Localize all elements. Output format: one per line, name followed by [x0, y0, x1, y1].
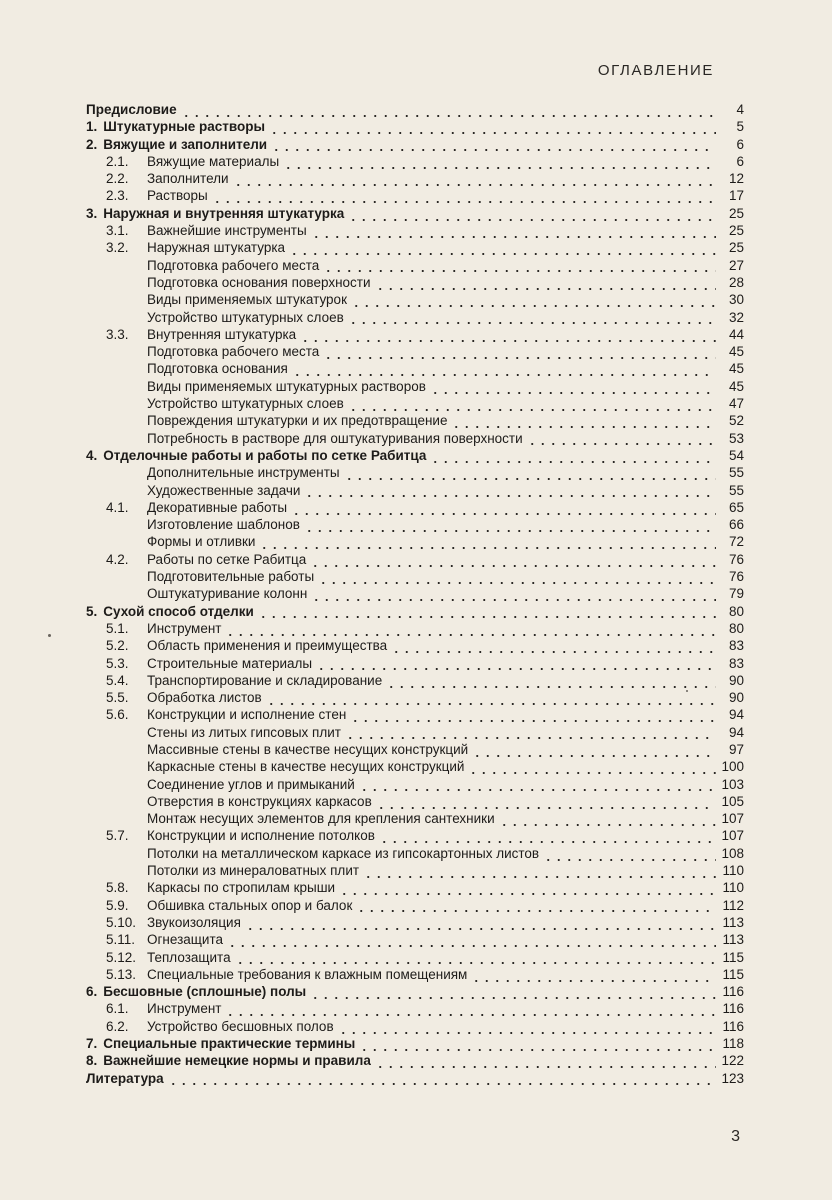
toc-entry-number: 3.3. [106, 326, 129, 342]
toc-entry-page: 72 [728, 534, 744, 550]
toc-entry-page: 112 [722, 897, 744, 913]
toc-entry-page: 5 [736, 119, 744, 135]
toc-entry-title: Подготовка рабочего места [147, 344, 320, 360]
dot-leader [351, 304, 716, 309]
dot-leader [318, 580, 716, 585]
dot-leader [339, 892, 716, 897]
toc-entry-number: 5.8. [106, 880, 129, 896]
toc-entry [86, 257, 744, 274]
dot-leader [323, 269, 716, 274]
toc-entry [86, 655, 744, 672]
toc-entry-page: 28 [728, 274, 744, 290]
toc-entry-page: 115 [722, 966, 744, 982]
dot-leader [227, 944, 716, 949]
toc-entry-page: 105 [721, 793, 744, 809]
toc-entry-title: Обшивка стальных опор и балок [147, 897, 353, 913]
dot-leader [338, 1030, 716, 1035]
toc-entry-page: 47 [728, 396, 744, 412]
toc-entry [86, 758, 744, 775]
dot-leader [527, 442, 716, 447]
toc-entry [86, 499, 744, 516]
toc-entry [86, 239, 744, 256]
paper-speck [48, 634, 51, 637]
toc-entry-title: Сухой способ отделки [103, 603, 254, 619]
toc-entry-page: 76 [728, 569, 744, 585]
toc-entry-number: 2.2. [106, 171, 129, 187]
toc-entry [86, 620, 744, 637]
toc-entry [86, 862, 744, 879]
toc-entry-title: Формы и отливки [147, 534, 256, 550]
dot-leader [348, 217, 716, 222]
dot-leader [271, 148, 716, 153]
toc-entry-title: Устройство штукатурных слоев [147, 396, 344, 412]
toc-entry [86, 551, 744, 568]
toc-entry [86, 949, 744, 966]
toc-entry-title: Монтаж несущих элементов для крепления сантехники [147, 811, 495, 827]
toc-entry-title: Потолки на металлическом каркасе из гипсокартонных листов [147, 845, 540, 861]
dot-leader [350, 719, 716, 724]
toc-entry-page: 122 [721, 1053, 744, 1069]
toc-entry-title: Повреждения штукатурки и их предотвращение [147, 413, 448, 429]
toc-entry-title: Подготовка основания [147, 361, 288, 377]
toc-entry [86, 568, 744, 585]
dot-leader [258, 615, 716, 620]
dot-leader [359, 1047, 716, 1052]
toc-entry [86, 222, 744, 239]
toc-entry-number: 5.2. [106, 638, 129, 654]
toc-entry-number: 2.3. [106, 188, 129, 204]
toc-entry [86, 672, 744, 689]
toc-entry [86, 101, 744, 118]
toc-entry [86, 689, 744, 706]
toc-entry-number: 4. [86, 447, 98, 463]
toc-entry-title: Важнейшие немецкие нормы и правила [103, 1053, 371, 1069]
toc-entry [86, 983, 744, 1000]
toc-entry-number: 4.1. [106, 499, 129, 515]
toc-entry-title: Художественные задачи [147, 482, 301, 498]
paper-speck [686, 690, 688, 692]
toc-entry-number: 7. [86, 1036, 98, 1052]
toc-entry-title: Специальные требования к влажным помещениям [147, 966, 468, 982]
toc-entry-page: 113 [722, 914, 744, 930]
dot-leader [344, 477, 716, 482]
toc-entry [86, 845, 744, 862]
page-number: 3 [731, 1128, 740, 1145]
toc-entry [86, 533, 744, 550]
toc-entry-title: Подготовительные работы [147, 569, 315, 585]
toc-entry-number: 3.2. [106, 240, 129, 256]
toc-entry-number: 5.10. [106, 914, 137, 930]
dot-leader [300, 338, 716, 343]
dot-leader [259, 546, 716, 551]
toc-entry [86, 706, 744, 723]
toc-entry-title: Растворы [147, 188, 208, 204]
toc-entry-title: Конструкции и исполнение стен [147, 707, 347, 723]
toc-entry-title: Вяжущие материалы [147, 153, 280, 169]
toc-entry-number: 5.1. [106, 620, 129, 636]
toc-entry [86, 776, 744, 793]
toc-entry-number: 3.1. [106, 223, 129, 239]
toc-entry-page: 54 [728, 447, 744, 463]
toc-entry-number: 5.6. [106, 707, 129, 723]
dot-leader [543, 857, 716, 862]
toc-entry-page: 25 [728, 240, 744, 256]
dot-leader [472, 753, 716, 758]
dot-leader [233, 182, 716, 187]
toc-entry-page: 32 [728, 309, 744, 325]
toc-entry-page: 76 [728, 551, 744, 567]
toc-entry [86, 205, 744, 222]
toc-entry-title: Отверстия в конструкциях каркасов [147, 793, 372, 809]
toc-entry-page: 83 [728, 638, 744, 654]
toc-entry-page: 17 [728, 188, 744, 204]
toc-entry-number: 2.1. [106, 153, 129, 169]
toc-entry [86, 153, 744, 170]
dot-leader [499, 822, 716, 827]
dot-leader [391, 650, 716, 655]
toc-entry-title: Виды применяемых штукатурных растворов [147, 378, 426, 394]
dot-leader [289, 252, 716, 257]
toc-entry [86, 966, 744, 983]
toc-entry [86, 430, 744, 447]
toc-entry-title: Штукатурные растворы [103, 119, 266, 135]
toc-entry-number: 5.9. [106, 897, 129, 913]
toc-entry-title: Вяжущие и заполнители [103, 136, 268, 152]
toc-entry [86, 1000, 744, 1017]
toc-entry [86, 136, 744, 153]
dot-leader [375, 1065, 716, 1070]
toc-entry-title: Работы по сетке Рабитца [147, 551, 307, 567]
toc-entry-title: Предисловие [86, 102, 177, 117]
toc-entry [86, 793, 744, 810]
toc-entry-page: 55 [728, 465, 744, 481]
toc-entry [86, 170, 744, 187]
toc-entry [86, 724, 744, 741]
toc-entry-title: Область применения и преимущества [147, 638, 388, 654]
dot-leader [471, 978, 716, 983]
toc-entry-title: Изготовление шаблонов [147, 517, 300, 533]
dot-leader [283, 165, 716, 170]
toc-entry-title: Устройство штукатурных слоев [147, 309, 344, 325]
toc-entry-page: 90 [728, 672, 744, 688]
toc-entry [86, 585, 744, 602]
toc-entry-number: 1. [86, 119, 98, 135]
toc-entry-title: Виды применяемых штукатурок [147, 292, 347, 308]
toc-entry-page: 12 [728, 171, 744, 187]
toc-entry-page: 107 [721, 828, 744, 844]
toc-entry-number: 2. [86, 136, 98, 152]
toc-entry-title: Устройство бесшовных полов [147, 1018, 334, 1034]
toc-entry-number: 5.7. [106, 828, 129, 844]
toc-entry [86, 810, 744, 827]
toc-entry [86, 1070, 744, 1087]
toc-entry-page: 118 [722, 1036, 744, 1052]
toc-entry-title: Транспортирование и складирование [147, 672, 383, 688]
toc-entry-number: 6.1. [106, 1001, 129, 1017]
toc-entry-title: Оштукатуривание колонн [147, 586, 308, 602]
toc-entry-page: 45 [728, 378, 744, 394]
toc-entry-page: 123 [721, 1070, 744, 1086]
toc-entry-page: 25 [728, 223, 744, 239]
toc-entry-title: Массивные стены в качестве несущих конструкций [147, 741, 469, 757]
toc-entry [86, 274, 744, 291]
dot-leader [430, 390, 716, 395]
dot-leader [468, 771, 716, 776]
toc-entry [86, 516, 744, 533]
dot-leader [269, 131, 716, 136]
toc-entry-page: 97 [728, 741, 744, 757]
toc-entry-number: 6.2. [106, 1018, 129, 1034]
toc-entry-page: 27 [728, 257, 744, 273]
toc-entry [86, 1052, 744, 1069]
toc-entry-page: 80 [728, 620, 744, 636]
toc-entry [86, 879, 744, 896]
toc-entry-title: Обработка листов [147, 690, 262, 706]
toc-entry [86, 395, 744, 412]
toc-entry-title: Звукоизоляция [147, 914, 241, 930]
toc-entry-title: Каркасы по стропилам крыши [147, 880, 336, 896]
toc-entry [86, 447, 744, 464]
toc-entry-number: 4.2. [106, 551, 129, 567]
toc-heading: ОГЛАВЛЕНИЕ [597, 62, 714, 79]
toc-entry-page: 83 [728, 655, 744, 671]
toc-entry-page: 45 [728, 344, 744, 360]
toc-entry [86, 741, 744, 758]
toc-entry-title: Наружная штукатурка [147, 240, 286, 256]
toc-entry-page: 53 [728, 430, 744, 446]
toc-entry-title: Декоративные работы [147, 499, 288, 515]
dot-leader [386, 684, 716, 689]
toc-entry-title: Строительные материалы [147, 655, 313, 671]
toc-entry [86, 914, 744, 931]
toc-entry [86, 603, 744, 620]
toc-entry-title: Инструмент [147, 1001, 222, 1017]
toc-entry [86, 326, 744, 343]
dot-leader [359, 788, 716, 793]
toc-entry-number: 8. [86, 1053, 98, 1069]
toc-entry-page: 94 [728, 724, 744, 740]
dot-leader [245, 926, 716, 931]
toc-entry [86, 897, 744, 914]
toc-entry-page: 4 [736, 102, 744, 117]
toc-entry [86, 187, 744, 204]
toc-entry-number: 5.5. [106, 690, 129, 706]
toc-entry [86, 360, 744, 377]
toc-entry-title: Подготовка рабочего места [147, 257, 320, 273]
dot-leader [375, 286, 716, 291]
toc-entry-title: Огнезащита [147, 932, 223, 948]
toc-entry-title: Каркасные стены в качестве несущих конструкций [147, 759, 465, 775]
toc-entry-page: 110 [722, 880, 744, 896]
toc-entry-page: 30 [728, 292, 744, 308]
dot-leader [363, 874, 716, 879]
toc-entry-number: 5.3. [106, 655, 129, 671]
toc-entry-page: 94 [728, 707, 744, 723]
toc-entry-title: Потребность в растворе для оштукатуривания поверхности [147, 430, 523, 446]
toc-entry-number: 5.11. [106, 932, 136, 948]
toc-entry-title: Дополнительные инструменты [147, 465, 340, 481]
dot-leader [310, 563, 716, 568]
dot-leader [168, 1082, 716, 1087]
toc-entry-title: Наружная и внутренняя штукатурка [103, 205, 345, 221]
dot-leader [348, 321, 716, 326]
toc-entry-title: Отделочные работы и работы по сетке Рабитца [103, 447, 427, 463]
toc-entry-page: 52 [728, 413, 744, 429]
toc-entry-page: 108 [721, 845, 744, 861]
dot-leader [311, 598, 716, 603]
toc-entry [86, 1035, 744, 1052]
toc-entry [86, 118, 744, 135]
toc-entry [86, 827, 744, 844]
toc-entry [86, 291, 744, 308]
toc-entry [86, 482, 744, 499]
toc-entry-number: 5. [86, 603, 98, 619]
toc-entry [86, 309, 744, 326]
toc-entry-title: Литература [86, 1070, 164, 1086]
toc-entry-number: 5.12. [106, 949, 137, 965]
toc-entry-page: 79 [728, 586, 744, 602]
toc-entry-title: Заполнители [147, 171, 229, 187]
dot-leader [310, 995, 716, 1000]
table-of-contents [86, 101, 744, 1087]
toc-entry-title: Конструкции и исполнение потолков [147, 828, 375, 844]
toc-entry-page: 45 [728, 361, 744, 377]
toc-entry-page: 6 [736, 136, 744, 152]
dot-leader [304, 494, 716, 499]
dot-leader [291, 511, 716, 516]
toc-entry-page: 6 [736, 153, 744, 169]
toc-entry-page: 116 [722, 984, 744, 1000]
toc-entry-page: 66 [728, 517, 744, 533]
toc-entry-number: 6. [86, 984, 98, 1000]
toc-entry-page: 103 [721, 776, 744, 792]
toc-entry [86, 931, 744, 948]
toc-entry-page: 115 [722, 949, 744, 965]
toc-entry-number: 5.4. [106, 672, 129, 688]
toc-entry-page: 25 [728, 205, 744, 221]
toc-entry [86, 378, 744, 395]
toc-entry [86, 343, 744, 360]
toc-entry-title: Бесшовные (сплошные) полы [103, 984, 307, 1000]
toc-entry-title: Инструмент [147, 620, 222, 636]
toc-entry-title: Подготовка основания поверхности [147, 274, 371, 290]
toc-entry-page: 55 [728, 482, 744, 498]
toc-entry-page: 90 [728, 690, 744, 706]
toc-entry-title: Соединение углов и примыканий [147, 776, 355, 792]
dot-leader [304, 528, 716, 533]
dot-leader [311, 234, 716, 239]
toc-entry-title: Стены из литых гипсовых плит [147, 724, 341, 740]
toc-entry-number: 5.13. [106, 966, 137, 982]
toc-entry-page: 116 [722, 1018, 744, 1034]
toc-entry-page: 113 [722, 932, 744, 948]
dot-leader [430, 459, 716, 464]
toc-entry-title: Теплозащита [147, 949, 231, 965]
toc-entry-page: 110 [722, 863, 744, 879]
toc-entry-page: 44 [728, 326, 744, 342]
toc-entry [86, 412, 744, 429]
toc-entry-title: Важнейшие инструменты [147, 223, 307, 239]
toc-entry-page: 116 [722, 1001, 744, 1017]
toc-entry-page: 100 [721, 759, 744, 775]
toc-entry [86, 637, 744, 654]
dot-leader [323, 355, 716, 360]
toc-entry-title: Потолки из минераловатных плит [147, 863, 360, 879]
toc-entry [86, 464, 744, 481]
toc-entry-page: 80 [728, 603, 744, 619]
toc-entry-number: 3. [86, 205, 98, 221]
toc-entry-page: 107 [721, 811, 744, 827]
toc-entry-title: Специальные практические термины [103, 1036, 356, 1052]
toc-entry [86, 1018, 744, 1035]
dot-leader [356, 909, 716, 914]
toc-entry-title: Внутренняя штукатурка [147, 326, 297, 342]
toc-entry-page: 65 [728, 499, 744, 515]
